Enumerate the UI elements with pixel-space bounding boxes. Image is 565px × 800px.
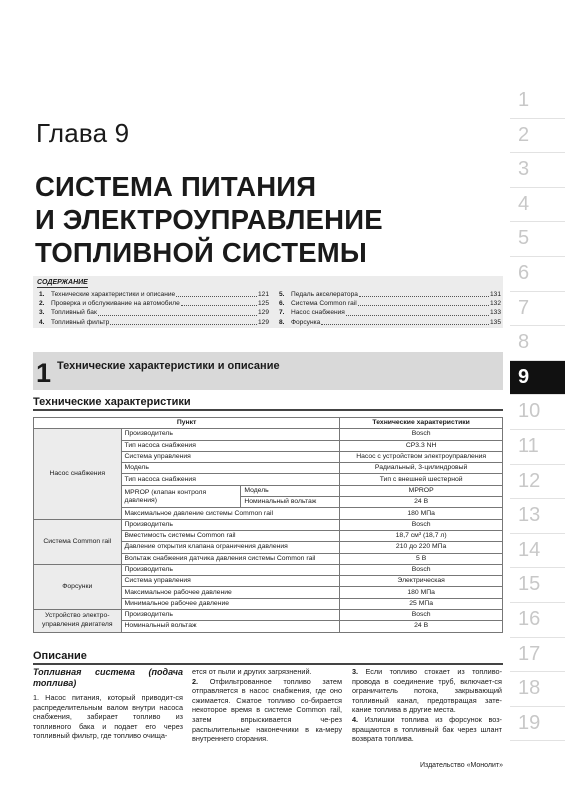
item-cell: Производитель bbox=[121, 429, 340, 440]
toc-item-title: Насос снабжения bbox=[291, 309, 345, 317]
text-column bbox=[33, 667, 183, 741]
value-cell: 24 В bbox=[340, 621, 503, 632]
toc-column-left bbox=[39, 290, 269, 327]
value-cell: Bosch bbox=[340, 429, 503, 440]
chapter-tab-label: 6 bbox=[518, 261, 530, 284]
value-cell: Электрическая bbox=[340, 576, 503, 587]
item-cell: Система управления bbox=[121, 451, 340, 462]
paragraph: 1. Насос питания, который приводит-ся распределительным валом внутри насоса снабжения, забирает топливо из топливного бака и подает его через топливный фильтр, где топливо очища- bbox=[33, 693, 183, 741]
publisher-footer: Издательство «Монолит» bbox=[420, 762, 504, 769]
value-cell: Bosch bbox=[340, 610, 503, 621]
description-subheading: Топливная система (подача топлива) bbox=[33, 667, 183, 688]
spec-heading: Технические характеристики bbox=[33, 396, 503, 411]
toc-item[interactable] bbox=[279, 308, 501, 317]
item-number: 2. bbox=[192, 676, 199, 686]
value-cell: 18,7 см³ (18,7 л) bbox=[340, 530, 503, 541]
chapter-tab[interactable] bbox=[510, 638, 565, 673]
chapter-tab-label: 13 bbox=[518, 504, 541, 527]
toc-leader bbox=[346, 308, 489, 315]
section-header bbox=[33, 352, 503, 390]
chapter-tab[interactable] bbox=[510, 84, 565, 119]
toc-item[interactable] bbox=[279, 299, 501, 308]
column-header: Технические характеристики bbox=[340, 418, 503, 429]
item-cell: Максимальное рабочее давление bbox=[121, 587, 340, 598]
chapter-tab-label: 18 bbox=[518, 677, 541, 700]
toc-heading: СОДЕРЖАНИЕ bbox=[37, 279, 88, 286]
item-cell: Производитель bbox=[121, 519, 340, 530]
chapter-tab-label: 1 bbox=[518, 89, 530, 111]
paragraph bbox=[192, 677, 342, 744]
group-cell: Устройство электро-управления двигателя bbox=[34, 610, 122, 633]
sub-item-cell: Номинальный вольтаж bbox=[241, 497, 340, 508]
group-cell: Насос снабжения bbox=[34, 429, 122, 519]
item-cell: Максимальное давление системы Common rail bbox=[121, 508, 340, 519]
toc-column-right bbox=[279, 290, 501, 327]
item-cell: Вместимость системы Common rail bbox=[121, 530, 340, 541]
item-cell: Давление открытия клапана ограничения давления bbox=[121, 542, 340, 553]
table-row bbox=[34, 429, 503, 440]
item-number: 4. bbox=[352, 714, 359, 724]
item-cell: Вольтаж снабжения датчика давления системы Common rail bbox=[121, 553, 340, 564]
table-row bbox=[34, 564, 503, 575]
chapter-tab[interactable] bbox=[510, 672, 565, 707]
chapter-tab[interactable] bbox=[510, 395, 565, 430]
toc-item[interactable] bbox=[39, 299, 269, 308]
chapter-tab-label: 16 bbox=[518, 607, 541, 630]
paragraph bbox=[352, 667, 502, 715]
toc-item-title: Топливный фильтр bbox=[51, 318, 110, 326]
toc-item[interactable] bbox=[39, 318, 269, 327]
toc-item-title: Форсунка bbox=[291, 318, 321, 326]
paragraph-text: Отфильтрованное топливо затем отправляется в насос снабжения, где оно сжимается. Сжатое топливо со-бирается некоторое время в системе Common rail, затем впрыскивается че-рез распылительные наконечники в ка-меру внутреннего сгорания. bbox=[192, 676, 342, 744]
value-cell: 5 В bbox=[340, 553, 503, 564]
toc-item[interactable] bbox=[279, 318, 501, 327]
item-cell: Производитель bbox=[121, 610, 340, 621]
group-cell: Система Common rail bbox=[34, 519, 122, 564]
toc-leader bbox=[181, 299, 257, 306]
value-cell: 25 МПа bbox=[340, 598, 503, 609]
item-cell: MPROP (клапан контроля давления) bbox=[121, 485, 241, 508]
toc-item-number: 6. bbox=[279, 300, 285, 308]
toc-item-title: Технические характеристики и описание bbox=[51, 291, 176, 298]
chapter-tab[interactable] bbox=[510, 257, 565, 292]
item-cell: Производитель bbox=[121, 564, 340, 575]
value-cell: Bosch bbox=[340, 564, 503, 575]
toc-item-page: 135 bbox=[489, 318, 501, 326]
text-column bbox=[352, 667, 502, 744]
chapter-tab[interactable] bbox=[510, 153, 565, 188]
chapter-tab-label: 19 bbox=[518, 711, 541, 734]
value-cell: Радиальный, 3-цилиндровый bbox=[340, 463, 503, 474]
chapter-tab-label: 4 bbox=[518, 192, 530, 215]
toc-item-title: Педаль акселератора bbox=[291, 291, 358, 298]
toc-item-page: 125 bbox=[257, 300, 269, 308]
paragraph bbox=[352, 715, 502, 744]
chapter-tab-label: 11 bbox=[518, 434, 539, 457]
section-title: Технические характеристики и описание bbox=[57, 360, 280, 372]
chapter-tab[interactable] bbox=[510, 119, 565, 154]
paragraph-text: Излишки топлива из форсунок воз-вращаются в топливный бак через шлант возврата топлива. bbox=[352, 714, 502, 744]
toc-item[interactable] bbox=[39, 308, 269, 317]
paragraph: ется от пыли и других загрязнений. bbox=[192, 667, 312, 676]
chapter-title-line: СИСТЕМА ПИТАНИЯ bbox=[35, 171, 317, 202]
chapter-tab-label: 10 bbox=[518, 400, 541, 423]
chapter-title-line: И ЭЛЕКТРОУПРАВЛЕНИЕ bbox=[35, 204, 383, 235]
toc-item-number: 2. bbox=[39, 300, 45, 308]
toc-item-page: 121 bbox=[257, 291, 269, 298]
item-cell: Модель bbox=[121, 463, 340, 474]
toc-leader bbox=[321, 318, 489, 325]
table-of-contents bbox=[33, 276, 503, 328]
text-column bbox=[192, 667, 342, 744]
value-cell: 210 до 220 МПа bbox=[340, 542, 503, 553]
chapter-tab[interactable] bbox=[510, 188, 565, 223]
chapter-tab[interactable] bbox=[510, 222, 565, 257]
chapter-tab[interactable] bbox=[510, 326, 565, 361]
chapter-title-line: ТОПЛИВНОЙ СИСТЕМЫ bbox=[35, 237, 368, 268]
toc-item[interactable] bbox=[39, 290, 269, 299]
column-header: Пункт bbox=[34, 418, 340, 429]
item-cell: Система управления bbox=[121, 576, 340, 587]
toc-item[interactable] bbox=[279, 290, 501, 299]
toc-item-number: 3. bbox=[39, 309, 45, 317]
value-cell: Bosch bbox=[340, 519, 503, 530]
spec-table bbox=[33, 417, 503, 633]
value-cell: 180 МПа bbox=[340, 508, 503, 519]
chapter-tab-label: 7 bbox=[518, 296, 530, 319]
chapter-tab-label: 3 bbox=[518, 158, 530, 181]
chapter-tab-label: 8 bbox=[518, 331, 530, 354]
table-row bbox=[34, 519, 503, 530]
chapter-tab-label: 17 bbox=[518, 642, 541, 665]
toc-item-page: 129 bbox=[257, 309, 269, 317]
chapter-tab[interactable] bbox=[510, 465, 565, 500]
chapter-tab[interactable] bbox=[510, 430, 565, 465]
toc-leader bbox=[358, 299, 489, 306]
chapter-title bbox=[35, 170, 495, 269]
sub-item-cell: Модель bbox=[241, 485, 340, 496]
item-cell: Номинальный вольтаж bbox=[121, 621, 340, 632]
chapter-tab-label: 5 bbox=[518, 227, 530, 250]
chapter-tab[interactable] bbox=[510, 534, 565, 569]
toc-item-title: Проверка и обслуживание на автомобиле bbox=[51, 300, 180, 308]
item-cell: Тип насоса снабжения bbox=[121, 440, 340, 451]
chapter-tab-label: 12 bbox=[518, 469, 541, 492]
toc-item-title: Система Common rail bbox=[291, 300, 357, 308]
toc-item-title: Топливный бак bbox=[51, 309, 97, 317]
toc-leader bbox=[359, 290, 489, 297]
group-cell: Форсунки bbox=[34, 564, 122, 609]
toc-item-page: 132 bbox=[489, 300, 501, 308]
item-cell: Тип насоса снабжения bbox=[121, 474, 340, 485]
paragraph-text: Если топливо стокает из топливо-провода в соединение труб, включает-ся ограничитель потока, закрывающий топливный канал, предотвращая зате-кание топлива в другие места. bbox=[352, 667, 502, 715]
toc-item-number: 8. bbox=[279, 318, 285, 326]
value-cell: Тип с внешней шестерной bbox=[340, 474, 503, 485]
item-cell: Минимальное рабочее давление bbox=[121, 598, 340, 609]
item-number: 3. bbox=[352, 667, 359, 676]
chapter-tab[interactable] bbox=[510, 499, 565, 534]
value-cell: 180 МПа bbox=[340, 587, 503, 598]
chapter-tabs bbox=[510, 84, 565, 741]
toc-item-number: 4. bbox=[39, 318, 45, 326]
chapter-tab[interactable] bbox=[510, 292, 565, 327]
chapter-tab[interactable] bbox=[510, 707, 565, 742]
chapter-label: Глава 9 bbox=[36, 118, 130, 148]
chapter-tab[interactable] bbox=[510, 568, 565, 603]
chapter-tab-label: 2 bbox=[518, 123, 530, 146]
toc-item-number: 1. bbox=[39, 291, 45, 298]
value-cell: 24 В bbox=[340, 497, 503, 508]
toc-item-number: 5. bbox=[279, 291, 285, 298]
section-number: 1 bbox=[36, 358, 52, 388]
toc-item-page: 129 bbox=[257, 318, 269, 326]
toc-leader bbox=[110, 318, 257, 325]
table-row bbox=[34, 610, 503, 621]
value-cell: MPROP bbox=[340, 485, 503, 496]
toc-leader bbox=[176, 290, 257, 297]
value-cell: Насос с устройством электроуправления bbox=[340, 451, 503, 462]
chapter-tab-label: 9 bbox=[518, 365, 530, 388]
toc-leader bbox=[98, 308, 257, 315]
table-header-row bbox=[34, 418, 503, 429]
value-cell: CP3.3 NH bbox=[340, 440, 503, 451]
description-heading: Описание bbox=[33, 650, 503, 665]
chapter-tab-label: 15 bbox=[518, 573, 541, 596]
toc-item-page: 133 bbox=[489, 309, 501, 317]
chapter-tab-label: 14 bbox=[518, 538, 541, 561]
toc-item-page: 131 bbox=[489, 291, 501, 298]
toc-item-number: 7. bbox=[279, 309, 285, 317]
chapter-tab[interactable] bbox=[510, 603, 565, 638]
chapter-tab-active[interactable] bbox=[510, 361, 565, 396]
